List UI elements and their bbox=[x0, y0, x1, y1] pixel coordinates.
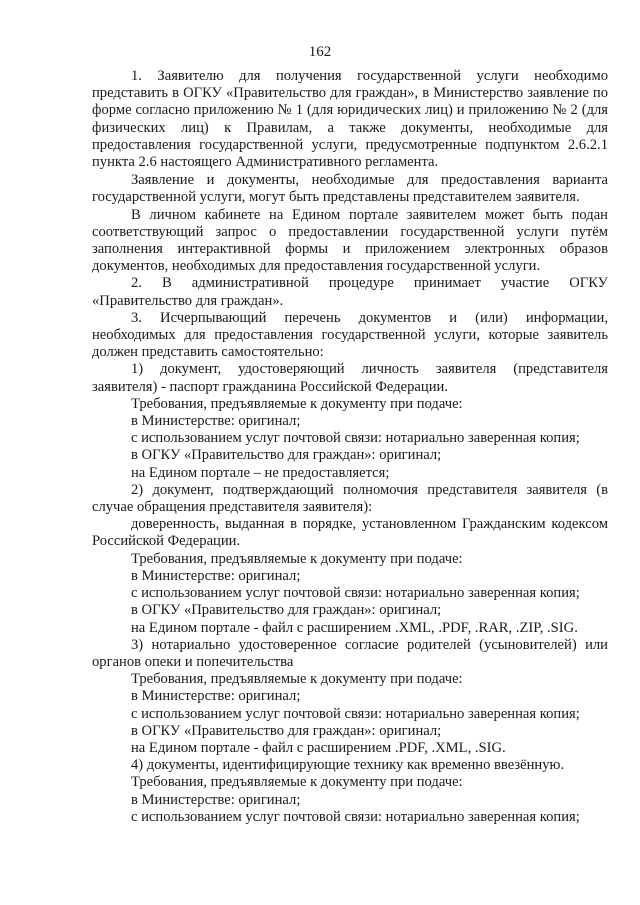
document-line: на Едином портале - файл с расширением .XML, .PDF, .RAR, .ZIP, .SIG. bbox=[131, 619, 578, 636]
document-paragraph: 1. Заявителю для получения государственной услуги необходимо представить в ОГКУ «Правительство для граждан», в Министерство заявление по форме согласно приложению № 1 (для юридических лиц) и приложению № 2 (для физических лиц) к Правилам, а также документы, необходимые для предоставления государственной услуги, предусмотренные подпунктом 2.6.2.1 пункта 2.6 настоящего Административного регламента. bbox=[92, 68, 608, 171]
document-line: в ОГКУ «Правительство для граждан»: оригинал; bbox=[131, 722, 442, 739]
document-line: в Министерстве: оригинал; bbox=[131, 791, 301, 808]
page-number: 162 bbox=[308, 44, 332, 60]
document-line: на Едином портале - файл с расширением .PDF, .XML, .SIG. bbox=[131, 739, 506, 756]
document-line: Требования, предъявляемые к документу при подаче: bbox=[131, 671, 463, 688]
document-line: в ОГКУ «Правительство для граждан»: оригинал; bbox=[131, 447, 442, 464]
document-line: Требования, предъявляемые к документу при подаче: bbox=[131, 550, 463, 567]
document-paragraph: 3) нотариально удостоверенное согласие родителей (усыновителей) или органов опеки и попечительства bbox=[92, 636, 608, 670]
document-line: с использованием услуг почтовой связи: нотариально заверенная копия; bbox=[131, 808, 580, 825]
document-line: Требования, предъявляемые к документу при подаче: bbox=[131, 395, 463, 412]
document-body bbox=[92, 68, 608, 826]
document-paragraph: 3. Исчерпывающий перечень документов и (или) информации, необходимых для предоставления государственной услуги, которые заявитель должен представить самостоятельно: bbox=[92, 309, 608, 361]
document-line: с использованием услуг почтовой связи: нотариально заверенная копия; bbox=[131, 585, 580, 602]
document-paragraph: 2. В административной процедуре принимает участие ОГКУ «Правительство для граждан». bbox=[92, 275, 608, 309]
document-paragraph: Заявление и документы, необходимые для предоставления варианта государственной услуги, могут быть представлены представителем заявителя. bbox=[92, 172, 608, 206]
document-line: с использованием услуг почтовой связи: нотариально заверенная копия; bbox=[131, 705, 580, 722]
document-line: Требования, предъявляемые к документу при подаче: bbox=[131, 774, 463, 791]
document-paragraph: В личном кабинете на Едином портале заявителем может быть подан соответствующий запрос о предоставлении государственной услуги путём заполнения интерактивной формы и приложением электронных образов документов, необходимых для предоставления государственной услуги. bbox=[92, 206, 608, 275]
document-line: 4) документы, идентифицирующие технику как временно ввезённую. bbox=[131, 757, 565, 774]
document-paragraph: 1) документ, удостоверяющий личность заявителя (представителя заявителя) - паспорт гражданина Российской Федерации. bbox=[92, 361, 608, 395]
document-line: в Министерстве: оригинал; bbox=[131, 688, 301, 705]
document-line: на Едином портале – не предоставляется; bbox=[131, 464, 390, 481]
document-paragraph: 2) документ, подтверждающий полномочия представителя заявителя (в случае обращения представителя заявителя): bbox=[92, 481, 608, 516]
document-line: в Министерстве: оригинал; bbox=[131, 413, 301, 430]
document-paragraph: доверенность, выданная в порядке, установленном Гражданским кодексом Российской Федерации. bbox=[92, 516, 608, 550]
document-line: в ОГКУ «Правительство для граждан»: оригинал; bbox=[131, 602, 442, 619]
document-line: в Министерстве: оригинал; bbox=[131, 567, 301, 584]
document-line: с использованием услуг почтовой связи: нотариально заверенная копия; bbox=[131, 430, 580, 447]
